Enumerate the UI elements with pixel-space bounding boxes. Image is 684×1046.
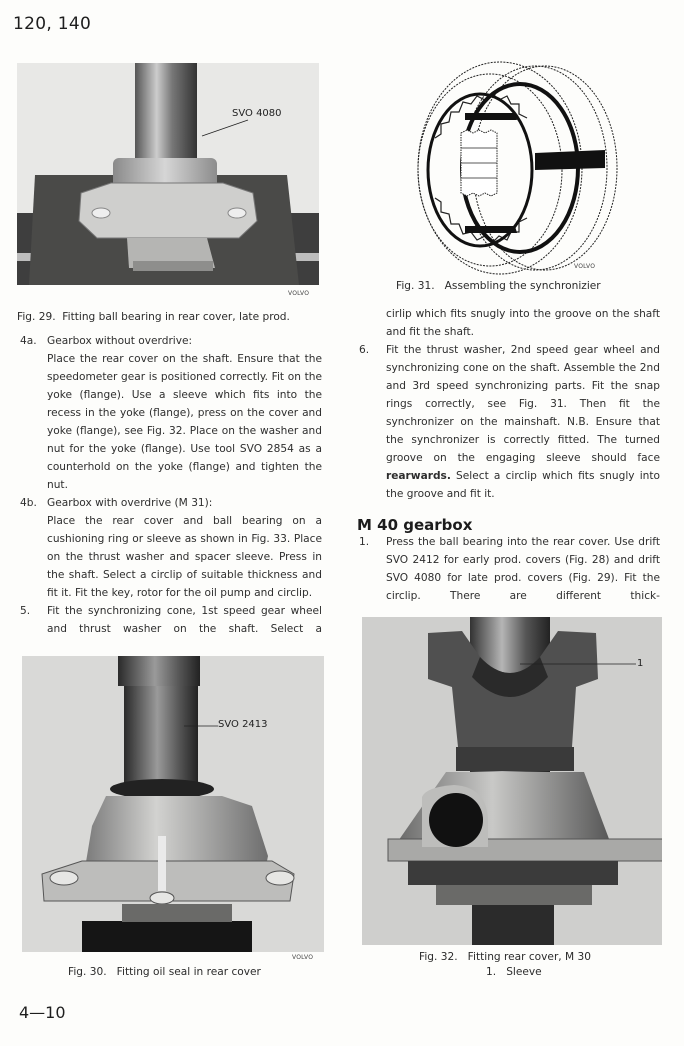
step-body-text: Select a circlip which fits snugly into the groove and fit it. <box>386 470 660 500</box>
m40-step-1 <box>356 533 660 605</box>
step-number: 5. <box>20 605 31 617</box>
step-4b <box>17 494 322 602</box>
section-heading-m40: M 40 gearbox <box>357 516 473 534</box>
bearing-press-illustration <box>17 63 319 285</box>
figure-30-callout: SVO 2413 <box>218 719 268 730</box>
step-5-continued <box>356 305 660 341</box>
step-4a <box>17 332 322 494</box>
synchronizer-exploded-drawing <box>405 58 630 278</box>
figure-29-brand-mark: VOLVO <box>288 290 310 297</box>
step-body: Place the rear cover and ball bearing on a cushioning ring or sleeve as shown in Fig. 33. Place on the thrust washer and spacer sleeve. Press in the shaft. Select a circlip of suitable thickness and fit it. Fit the key, rotor for the oil pump and circlip. <box>47 515 322 599</box>
callout-leader-line <box>184 722 218 730</box>
emphasis-rearwards: rearwards. <box>386 470 451 482</box>
step-body-text: Fit the thrust washer, 2nd speed gear wheel and synchronizing cone on the shaft. Assemble the 2nd and 3rd speed synchronizing parts. Fit the snap rings correctly, see Fig. 31. Then fit the synchronizer on the mainshaft. N.B. Ensure that the synchronizer is correctly fitted. The turned groove on the engaging sleeve should face <box>386 344 660 464</box>
left-column-text <box>17 332 322 638</box>
step-body: Place the rear cover on the shaft. Ensure that the speedometer gear is positioned correctly. Fit on the yoke (flange). Use a sleeve which fits into the recess in the yoke (flange), press on the cover and yoke (flange), see Fig. 32. Place on the washer and nut for the yoke (flange). Use tool SVO 2854 as a counterhold on the yoke (flange) and tighten the nut. <box>47 353 322 491</box>
step-6 <box>356 341 660 503</box>
figure-32-caption: Fig. 32. Fitting rear cover, M 30 <box>419 951 592 963</box>
step-title: Gearbox without overdrive: <box>47 335 193 347</box>
figure-30-brand-mark: VOLVO <box>292 954 314 961</box>
step-body <box>386 341 660 503</box>
callout-leader-line <box>520 660 636 668</box>
figure-31-caption: Fig. 31. Assembling the synchronizier <box>396 280 601 292</box>
step-number: 4a. <box>20 335 37 347</box>
figure-29-callout: SVO 4080 <box>232 108 282 119</box>
figure-31-brand-mark: VOLVO <box>574 263 596 270</box>
figure-30-photo <box>22 656 324 952</box>
step-body: Fit the synchronizing cone, 1st speed gear wheel and thrust washer on the shaft. Select a <box>47 605 322 635</box>
page-header: 120, 140 <box>13 14 92 34</box>
step-5 <box>17 602 322 638</box>
callout-leader-line <box>200 118 250 138</box>
m40-steps <box>356 533 660 605</box>
figure-31-drawing <box>405 58 630 278</box>
step-number: 1. <box>359 536 370 548</box>
right-column-text <box>356 305 660 503</box>
figure-30-caption: Fig. 30. Fitting oil seal in rear cover <box>68 966 261 978</box>
step-number: 6. <box>359 344 370 356</box>
step-title: Gearbox with overdrive (M 31): <box>47 497 213 509</box>
oil-seal-press-illustration <box>22 656 324 952</box>
figure-32-legend: 1. Sleeve <box>486 966 542 978</box>
page-number: 4—10 <box>19 1003 66 1022</box>
figure-29-photo <box>17 63 319 285</box>
figure-32-callout: 1 <box>637 658 644 669</box>
figure-29-caption: Fig. 29. Fitting ball bearing in rear cover, late prod. <box>17 311 290 323</box>
step-body: Press the ball bearing into the rear cover. Use drift SVO 2412 for early prod. covers (Fig. 28) and drift SVO 4080 for late prod. covers (Fig. 29). Fit the circlip. There are different thick- <box>386 536 660 602</box>
step-number: 4b. <box>20 497 37 509</box>
step-body: cirlip which fits snugly into the groove on the shaft and fit the shaft. <box>386 308 660 338</box>
